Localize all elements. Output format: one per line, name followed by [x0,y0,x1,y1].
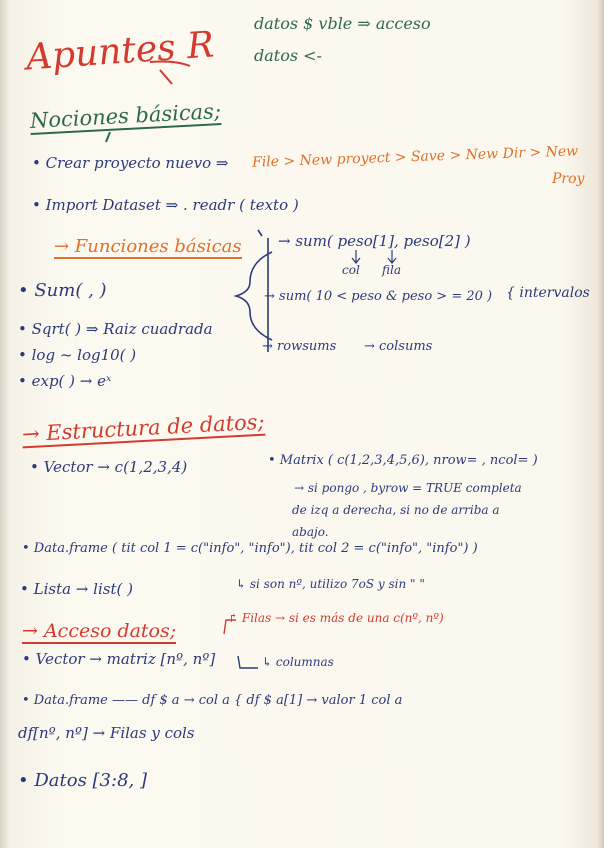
item-lista: • Lista → list( ) [20,580,133,598]
section-heading-acceso: → Acceso datos; [22,620,177,642]
item-exp: • exp( ) → eˣ [18,372,112,390]
subheading-funciones: → Funciones básicas [54,236,242,257]
item-vector: • Vector → c(1,2,3,4) [30,458,188,476]
label-col: col [342,263,360,277]
acceso-label-columnas: ↳ columnas [262,655,334,669]
header-note-access: datos $ vble ⇒ acceso [254,14,431,33]
item-matrix: • Matrix ( c(1,2,3,4,5,6), nrow= , ncol= ) [268,453,538,468]
acceso-item-datos: • Datos [3:8, ] [18,770,147,791]
acceso-df-index: df[nº, nº] → Filas y cols [18,724,195,742]
page-title: Apuntes R [24,24,216,79]
label-fila: fila [382,263,401,277]
item-log: • log ~ log10( ) [18,346,137,364]
matrix-note-line3: abajo. [292,525,329,539]
item-sqrt: • Sqrt( ) ⇒ Raiz cuadrada [18,320,213,338]
item-rowsums: → rowsums [262,339,337,354]
sum-interval-example: → sum( 10 < peso & peso > = 20 ) [264,289,493,304]
matrix-note-line2: de izq a derecha, si no de arriba a [292,503,500,517]
header-note-assign: datos <- [254,46,322,65]
section-heading-estructura: → Estructura de datos; [21,409,266,447]
section-heading-nociones: Nociones básicas; [29,99,222,133]
item-crear-proyecto: • Crear proyecto nuevo ⇒ [32,154,229,172]
sum-peso-example: → sum( peso[1], peso[2] ) [278,232,471,250]
item-crear-path: File > New proyect > Save > New Dir > New [251,143,579,171]
matrix-note-line1: → si pongo , byrow = TRUE completa [294,481,522,495]
item-import-dataset: • Import Dataset ⇒ . readr ( texto ) [32,196,299,214]
label-intervalos: { intervalos [506,285,590,301]
acceso-filas-note: ↱ Filas → si es más de una c(nº, nº) [228,611,444,625]
lista-note: ↳ si son nº, utilizo 7oS y sin " " [236,577,425,591]
item-colsums: → colsums [364,339,433,354]
acceso-item-dataframe: • Data.frame —— df $ a → col a { df $ a[1] → valor 1 col a [22,693,403,708]
item-crear-path-continued: Proy [552,171,585,187]
item-dataframe: • Data.frame ( tit col 1 = c("info", "info"), tit col 2 = c("info", "info") ) [22,541,478,556]
acceso-item-vector: • Vector → matriz [nº, nº] [22,650,216,668]
item-sum: • Sum( , ) [18,280,107,301]
